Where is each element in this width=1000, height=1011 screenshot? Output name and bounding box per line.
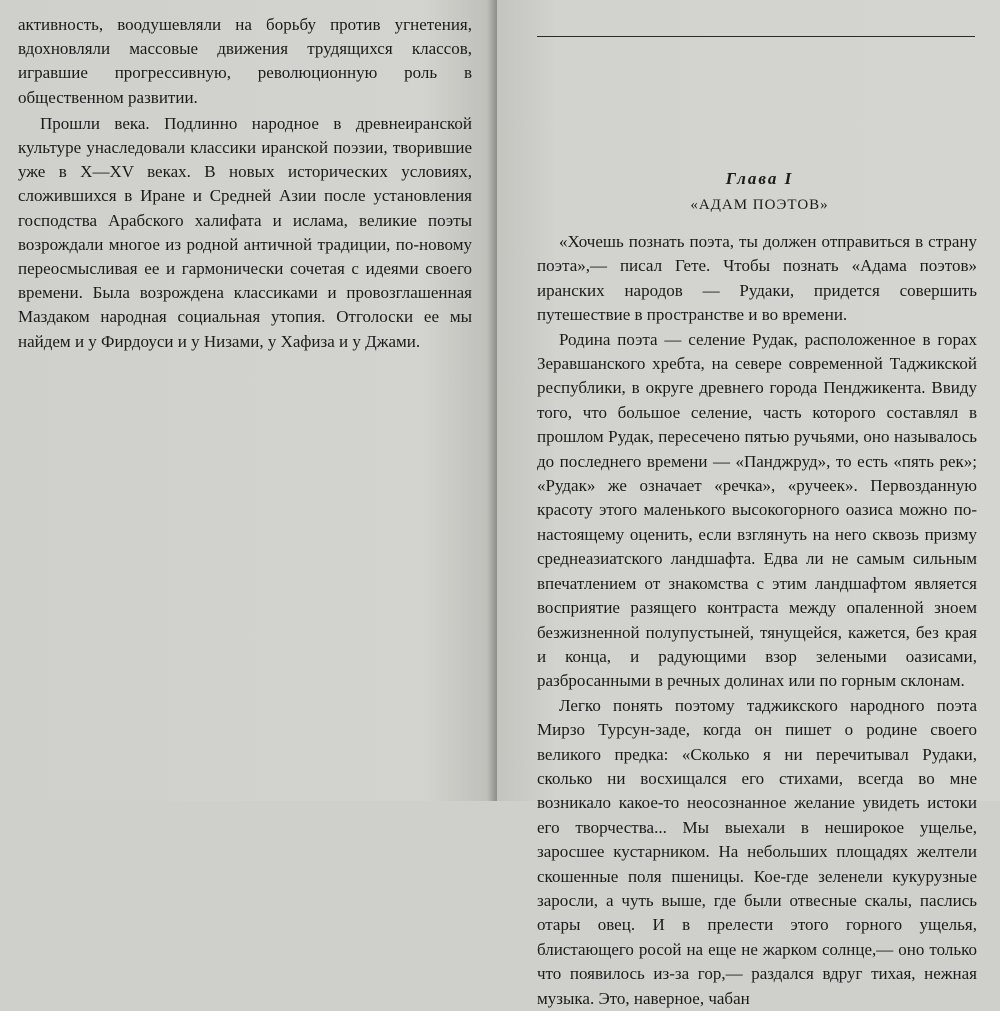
right-paragraph-1: «Хочешь познать поэта, ты должен отправиться в страну поэта»,— писал Гете. Чтобы познать «Адама поэтов» иранских народов — Рудаки, придется совершить путешествие в пространстве и во времени. [537,232,977,325]
left-page-text [18,13,472,354]
header-rule [537,36,975,38]
left-paragraph-2: Прошли века. Подлинно народное в древнеиранской культуре унаследовали классики иранской поэзии, творившие уже в X—XV веках. В новых исторических условиях, сложившихся в Иране и Средней Азии после установления господства Арабского халифата и ислама, великие поэты возрождали многое из родной античной традиции, по-новому переосмысливая ее и гармонически сочетая с идеями своего времени. Была возрождена классиками и провозглашенная Маздаком народная социальная утопия. Отголоски ее мы найдем и у Фирдоуси и у Низами, у Хафиза и у Джами. [18,113,472,351]
left-paragraph-1: активность, воодушевляли на борьбу против угнетения, вдохновляли массовые движения трудящихся классов, игравшие прогрессивную, революционную роль в общественном развитии. [18,15,472,107]
right-page-text [537,230,977,1011]
chapter-label: Глава I [725,169,794,188]
left-page [0,0,497,801]
chapter-title: «АДАМ ПОЭТОВ» [690,197,829,213]
right-paragraph-3: Легко понять поэтому таджикского народного поэта Мирзо Турсун-заде, когда он пишет о родине своего великого предка: «Сколько я ни перечитывал Рудаки, сколько ни восхищался его стихами, всегда во мне возникало какое-то неосознанное желание увидеть истоки его творчества... Мы выехали в неширокое ущелье, заросшее кустарником. На небольших площадях желтели скошенные поля пшеницы. Кое-где зеленели кукурузные заросли, а чуть выше, где были отвесные скалы, паслись отары овец. И в прелести этого горного ущелья, блистающего росой на еще не жарком солнце,— оно только что появилось из-за гор,— раздался вдруг тихая, нежная музыка. Это, наверное, чабан [537,695,977,1008]
right-page [497,0,1000,1008]
right-paragraph-2: Родина поэта — селение Рудак, расположенное в горах Зеравшанского хребта, на севере современной Таджикской республики, в округе древнего города Пенджикента. Ввиду того, что большое селение, часть которого составлял в прошлом Рудак, пересечено пятью ручьями, оно называлось до последнего времени — «Панджруд», то есть «пять рек»; «Рудак» же означает «речка», «ручеек». Первозданную красоту этого маленького высокогорного оазиса можно по-настоящему оценить, если взглянуть на него сквозь призму среднеазиатского ландшафта. Едва ли не самым сильным впечатлением от знакомства с этим ландшафтом является восприятие разящего контраста между опаленной зноем безжизненной полупустыней, тянущейся, кажется, без края и конца, и радующими взор зелеными оазисами, разбросанными в речных долинах или по горным склонам. [537,329,977,691]
